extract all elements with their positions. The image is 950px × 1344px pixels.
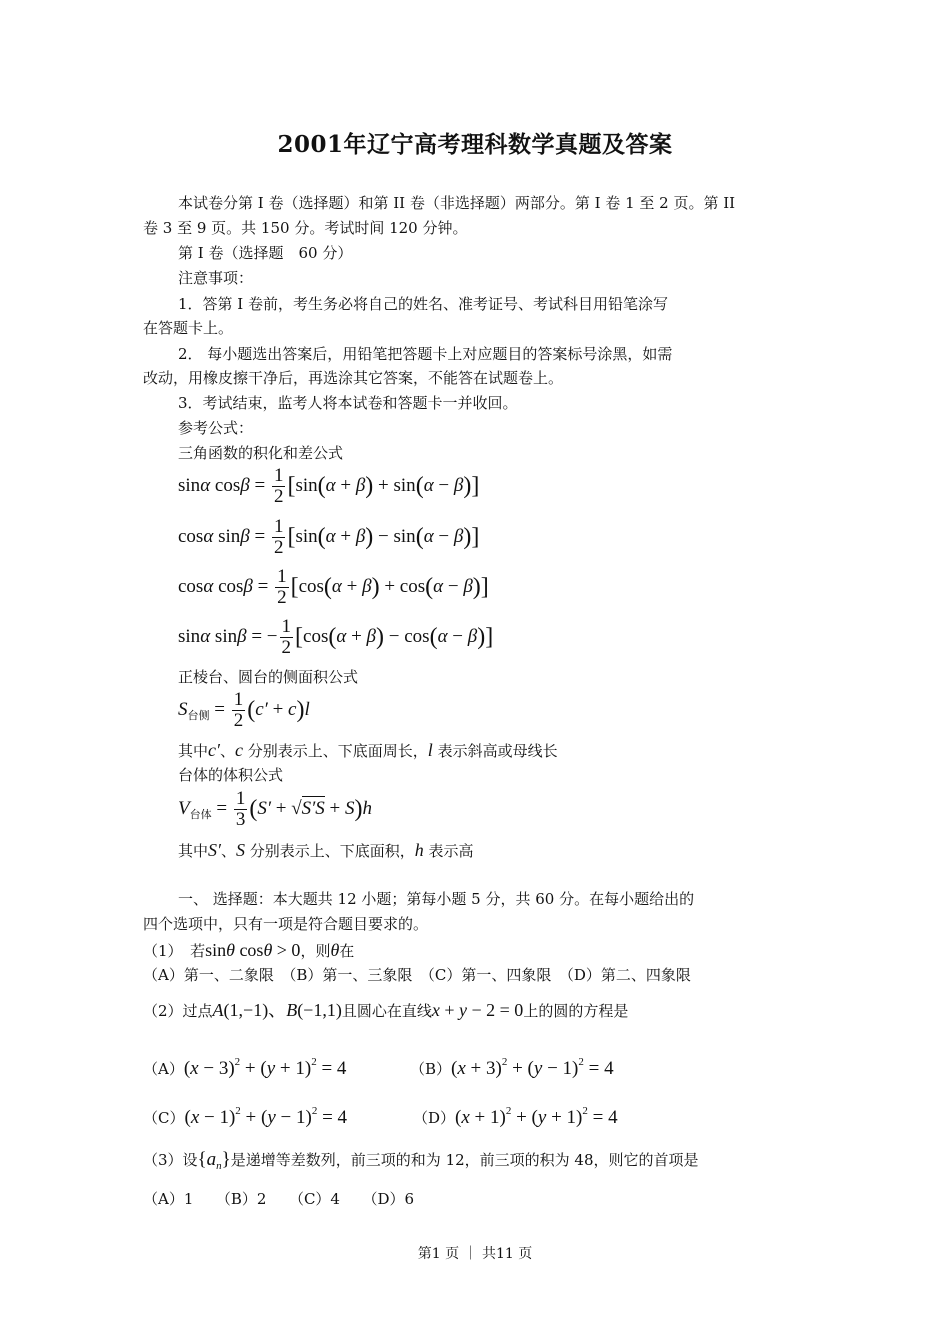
notice-item-1-line-1: 1．答第 I 卷前，考生务必将自己的姓名、准考证号、考试科目用铅笔涂写 [178, 295, 669, 313]
section-label: 第 I 卷（选择题 60 分） [178, 244, 353, 262]
question-2-option-b: $(B)(x + 3)^2 + (y - 1)^2 = 4$ [410, 1056, 614, 1079]
question-1-options: （A）第一、二象限 （B）第一、三象限 （C）第一、四象限 （D）第二、四象限 [143, 966, 691, 984]
notice-item-1-line-2: 在答题卡上。 [143, 319, 234, 337]
trig-formula-heading: 三角函数的积化和差公式 [178, 444, 344, 462]
reference-heading: 参考公式： [178, 419, 254, 437]
question-2-option-a: $(A)(x - 3)^2 + (y + 1)^2 = 4$ [143, 1056, 347, 1079]
question-3-options: （A）1 （B）2 （C）4 （D）6 [143, 1190, 415, 1208]
frustum-volume-formula: $V_{台体}$ = $\frac{1}{3}$ (S′ + √S′S + S)h [178, 788, 373, 830]
notice-item-3: 3．考试结束，监考人将本试卷和答题卡一并收回。 [178, 394, 518, 412]
page-title: 2001年辽宁高考理科数学真题及答案 [277, 131, 673, 158]
notice-item-2-line-1: 2． 每小题选出答案后，用铅笔把答题卡上对应题目的答案标号涂黑，如需 [178, 345, 673, 363]
part1-heading-line-2: 四个选项中，只有一项是符合题目要求的。 [143, 915, 429, 933]
notice-item-2-line-2: 改动，用橡皮擦干净后，再选涂其它答案，不能答在试题卷上。 [143, 369, 564, 387]
notice-heading: 注意事项： [178, 269, 254, 287]
question-3: （3）设$\{a_n\}$是递增等差数列，前三项的和为 12，前三项的积为 48，则它的首项是 [143, 1149, 699, 1172]
frustum-area-formula: $S_{台侧}$ = $\frac{1}{2}$ (c′ + c)l [178, 689, 310, 731]
question-2: （2）过点A(1,−1)、B(−1,1)且圆心在直线x + y − 2 = 0上的圆的方程是 [143, 1000, 629, 1020]
question-2-option-d: $(D)(x + 1)^2 + (y + 1)^2 = 4$ [413, 1105, 618, 1128]
frustum-area-note: 其中c′、c 分别表示上、下底面周长，l 表示斜高或母线长 [178, 740, 558, 760]
trig-formula-4: sinα sinβ = − $\frac{1}{2}$ [cos(α + β) − cos(α − β)] [178, 616, 494, 658]
frustum-area-subscript: 台侧 [187, 708, 210, 722]
question-2-option-c: $(C)(x - 1)^2 + (y - 1)^2 = 4$ [143, 1105, 348, 1128]
question-1: （1） 若sinθ cosθ > 0，则θ在 [143, 940, 355, 960]
intro-paragraph-line-1: 本试卷分第 I 卷（选择题）和第 II 卷（非选择题）两部分。第 I 卷 1 至 2 页。第 II [178, 194, 736, 212]
frustum-volume-subscript: 台体 [189, 807, 212, 821]
part1-heading-line-1: 一、 选择题：本大题共 12 小题；第每小题 5 分，共 60 分。在每小题给出的 [178, 890, 695, 908]
frustum-volume-note: 其中S′、S 分别表示上、下底面积，h 表示高 [178, 840, 474, 860]
trig-formula-1: sinα cosβ = $\frac{1}{2}$ [sin(α + β) + sin(α − β)] [178, 465, 480, 507]
intro-paragraph-line-2: 卷 3 至 9 页。共 150 分。考试时间 120 分钟。 [143, 219, 468, 237]
trig-formula-3: cosα cosβ = $\frac{1}{2}$ [cos(α + β) + cos(α − β)] [178, 566, 489, 608]
frustum-volume-heading: 台体的体积公式 [178, 766, 284, 784]
trig-formula-2: cosα sinβ = $\frac{1}{2}$ [sin(α + β) − sin(α − β)] [178, 516, 480, 558]
frustum-area-heading: 正棱台、圆台的侧面积公式 [178, 668, 359, 686]
page-footer: 第1 页 ｜ 共11 页 [417, 1246, 533, 1262]
